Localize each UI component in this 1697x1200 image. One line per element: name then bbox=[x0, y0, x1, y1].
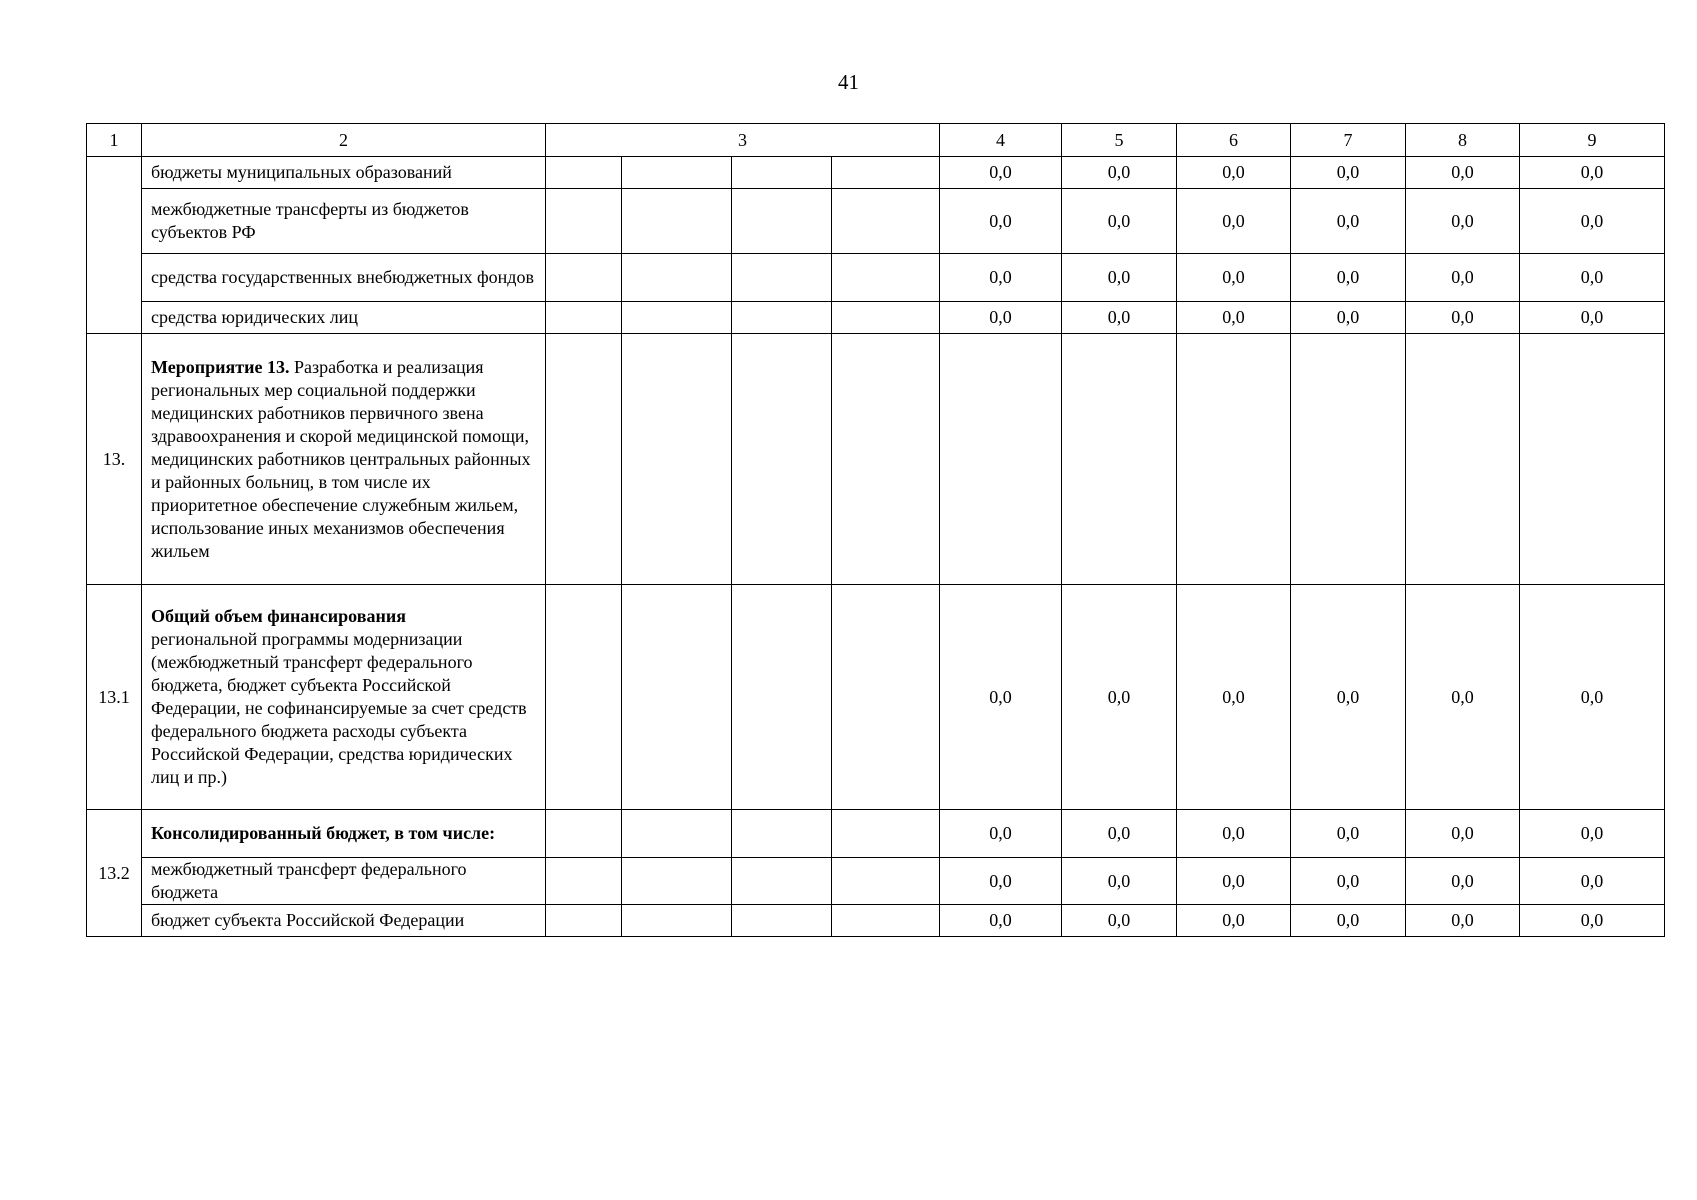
value-cell: 0,0 bbox=[1177, 905, 1291, 937]
value-cell: 0,0 bbox=[1291, 585, 1406, 810]
row-label-bold: Мероприятие 13. bbox=[151, 356, 290, 377]
value-cell: 0,0 bbox=[1291, 157, 1406, 189]
value-cell: 0,0 bbox=[1177, 858, 1291, 905]
table-row bbox=[87, 905, 1665, 937]
value-cell: 0,0 bbox=[1406, 810, 1520, 858]
value-cell: 0,0 bbox=[940, 189, 1062, 254]
value-cell: 0,0 bbox=[940, 157, 1062, 189]
value-cell: 0,0 bbox=[1062, 157, 1177, 189]
row-number-cell: 13.2 bbox=[87, 810, 142, 937]
value-cell: 0,0 bbox=[1291, 254, 1406, 302]
row-number-cell: 13. bbox=[87, 334, 142, 585]
value-cell: 0,0 bbox=[1177, 810, 1291, 858]
row-label bbox=[142, 810, 546, 858]
table-row bbox=[87, 810, 1665, 858]
value-cell: 0,0 bbox=[1177, 254, 1291, 302]
value-cell: 0,0 bbox=[940, 254, 1062, 302]
value-cell: 0,0 bbox=[1520, 585, 1665, 810]
table-row bbox=[87, 189, 1665, 254]
value-cell: 0,0 bbox=[1062, 302, 1177, 334]
row-label bbox=[142, 334, 546, 585]
row-label: бюджет субъекта Российской Федерации bbox=[142, 905, 546, 937]
table-row bbox=[87, 254, 1665, 302]
value-cell: 0,0 bbox=[1406, 254, 1520, 302]
value-cell: 0,0 bbox=[1520, 254, 1665, 302]
header-cell: 2 bbox=[142, 124, 546, 157]
row-label: средства государственных внебюджетных фондов bbox=[142, 254, 546, 302]
value-cell: 0,0 bbox=[1291, 905, 1406, 937]
row-label: бюджеты муниципальных образований bbox=[142, 157, 546, 189]
header-cell: 7 bbox=[1291, 124, 1406, 157]
table-row bbox=[87, 585, 1665, 810]
header-cell: 1 bbox=[87, 124, 142, 157]
header-row bbox=[87, 124, 1665, 157]
table-row bbox=[87, 334, 1665, 585]
row-label: межбюджетные трансферты из бюджетов субъектов РФ bbox=[142, 189, 546, 254]
value-cell: 0,0 bbox=[1520, 302, 1665, 334]
value-cell: 0,0 bbox=[940, 810, 1062, 858]
value-cell: 0,0 bbox=[1291, 189, 1406, 254]
table-row bbox=[87, 302, 1665, 334]
value-cell: 0,0 bbox=[940, 302, 1062, 334]
header-cell: 4 bbox=[940, 124, 1062, 157]
value-cell: 0,0 bbox=[940, 585, 1062, 810]
row-number-cell: 13.1 bbox=[87, 585, 142, 810]
row-label-bold: Консолидированный бюджет, в том числе: bbox=[151, 823, 496, 843]
value-cell: 0,0 bbox=[1062, 189, 1177, 254]
value-cell: 0,0 bbox=[1406, 157, 1520, 189]
table-row bbox=[87, 157, 1665, 189]
row-label-text: региональной программы модернизации (межбюджетный трансферт федерального бюджета, бюджет субъекта Российской Федерации, не софинансируемые за счет средств федерального бюджета расходы субъекта Российской Федерации, средства юридических лиц и пр.) bbox=[151, 629, 527, 787]
value-cell: 0,0 bbox=[1520, 157, 1665, 189]
row-label bbox=[142, 585, 546, 810]
value-cell: 0,0 bbox=[1520, 858, 1665, 905]
value-cell: 0,0 bbox=[1291, 810, 1406, 858]
financing-table bbox=[86, 123, 1665, 937]
value-cell: 0,0 bbox=[1406, 905, 1520, 937]
value-cell: 0,0 bbox=[1177, 302, 1291, 334]
header-cell: 8 bbox=[1406, 124, 1520, 157]
value-cell: 0,0 bbox=[1520, 905, 1665, 937]
value-cell: 0,0 bbox=[1062, 254, 1177, 302]
header-cell: 9 bbox=[1520, 124, 1665, 157]
page-number: 41 bbox=[838, 70, 859, 94]
value-cell: 0,0 bbox=[1406, 302, 1520, 334]
row-label: средства юридических лиц bbox=[142, 302, 546, 334]
value-cell: 0,0 bbox=[1520, 189, 1665, 254]
value-cell: 0,0 bbox=[1291, 858, 1406, 905]
header-cell: 3 bbox=[546, 124, 940, 157]
row-label: межбюджетный трансферт федерального бюджета bbox=[142, 858, 546, 905]
value-cell: 0,0 bbox=[1062, 810, 1177, 858]
value-cell: 0,0 bbox=[1062, 905, 1177, 937]
header-cell: 6 bbox=[1177, 124, 1291, 157]
value-cell: 0,0 bbox=[1406, 858, 1520, 905]
value-cell: 0,0 bbox=[1291, 302, 1406, 334]
value-cell: 0,0 bbox=[1177, 157, 1291, 189]
row-label-text: Разработка и реализация региональных мер социальной поддержки медицинских работников первичного звена здравоохранения и скорой медицинской помощи, медицинских работников центральных районных и районных больниц, в том числе их приоритетное обеспечение служебным жильем, использование иных механизмов обеспечения жильем bbox=[151, 356, 531, 561]
table-row bbox=[87, 858, 1665, 905]
row-number-cell bbox=[87, 157, 142, 334]
value-cell: 0,0 bbox=[1406, 585, 1520, 810]
value-cell: 0,0 bbox=[1520, 810, 1665, 858]
value-cell: 0,0 bbox=[940, 858, 1062, 905]
value-cell: 0,0 bbox=[1177, 585, 1291, 810]
header-cell: 5 bbox=[1062, 124, 1177, 157]
value-cell: 0,0 bbox=[940, 905, 1062, 937]
value-cell: 0,0 bbox=[1062, 858, 1177, 905]
row-label-bold: Общий объем финансирования bbox=[151, 606, 406, 626]
value-cell: 0,0 bbox=[1177, 189, 1291, 254]
value-cell: 0,0 bbox=[1406, 189, 1520, 254]
value-cell: 0,0 bbox=[1062, 585, 1177, 810]
